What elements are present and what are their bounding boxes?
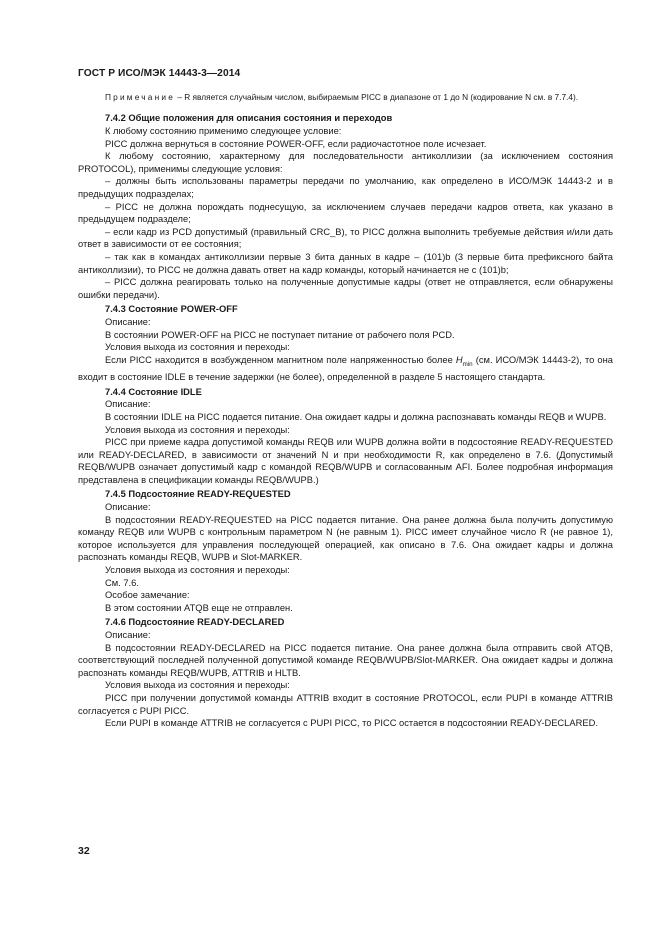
paragraph: Описание: bbox=[105, 316, 151, 327]
paragraph: К любому состоянию применимо следующее условие: bbox=[105, 126, 342, 136]
text-run: (см. ИСО/МЭК 14443-2), то она входит в состояние IDLE в течение задержки (не более), определенной в разделе 5 настоящего стандарта. bbox=[78, 354, 613, 383]
list-item: – так как в командах антиколлизии первые 3 бита данных в кадре – (101)b (3 первые бита префиксного байта антиколлизии), то PICC не должна давать ответ на кадр команды, который начинается не с (101)b; bbox=[78, 251, 613, 275]
paragraph: Описание: bbox=[105, 502, 151, 513]
document-header: ГОСТ Р ИСО/МЭК 14443-3—2014 bbox=[78, 68, 241, 79]
section-heading-7-4-3: 7.4.3 Состояние POWER-OFF bbox=[105, 304, 238, 315]
text-run: Если PICC находится в возбужденном магнитном поле напряженностью более bbox=[105, 354, 456, 365]
paragraph: В состоянии POWER-OFF на PICC не поступает питание от рабочего поля PCD. bbox=[105, 329, 455, 340]
paragraph bbox=[78, 354, 613, 384]
paragraph: В подсостоянии READY-REQUESTED на PICC подается питание. Она ранее должна была получить допустимую команду REQB или WUPB с контрольным параметром N (не равным 1). PICC имеет случайное число R (не равное 1), которое используется для управления последующей операцией, как описано в 7.6. Она ожидает кадры и должна распознать команды REQB, WUPB и Slot-MARKER. bbox=[78, 514, 613, 563]
note-label: Примечание bbox=[105, 92, 176, 102]
paragraph: В состоянии IDLE на PICC подается питание. Она ожидает кадры и должна распознавать команды REQB и WUPB. bbox=[105, 411, 607, 422]
paragraph: Условия выхода из состояния и переходы: bbox=[105, 565, 290, 576]
section-heading-7-4-4: 7.4.4 Состояние IDLE bbox=[105, 386, 202, 397]
paragraph: Условия выхода из состояния и переходы: bbox=[105, 424, 290, 435]
paragraph: Особое замечание: bbox=[105, 590, 190, 601]
page-number: 32 bbox=[78, 845, 90, 857]
paragraph: К любому состоянию, характерному для последовательности антиколлизии (за исключением состояния PROTOCOL), применимы следующие условия: bbox=[78, 151, 613, 174]
paragraph: PICC при приеме кадра допустимой команды REQB или WUPB должна войти в подсостояние READY-REQUESTED или READY-DECLARED, в зависимости от значений N и при необходимости R, как определено в 7.6. (Допустимый REQB/WUPB означает допустимый кадр с командой REQB/WUPB и согласованным AFI. Более подробная информация представлена в спецификации команды REQB/WUPB.) bbox=[78, 437, 613, 485]
section-heading-7-4-6: 7.4.6 Подсостояние READY-DECLARED bbox=[105, 617, 285, 628]
list-item: – PICC должна реагировать только на полученные допустимые кадры (ответ не отправляется, если обнаружены ошибки передачи). bbox=[78, 277, 613, 300]
paragraph: PICC должна вернуться в состояние POWER-OFF, если радиочастотное поле исчезает. bbox=[105, 138, 487, 149]
section-heading-7-4-2: 7.4.2 Общие положения для описания состояния и переходов bbox=[105, 113, 393, 124]
paragraph: Описание: bbox=[105, 630, 151, 641]
paragraph: PICC при получении допустимой команды ATTRIB входит в состояние PROTOCOL, если PUPI в команде ATTRIB согласуется с PUPI PICC. bbox=[78, 692, 613, 716]
paragraph: Условия выхода из состояния и переходы: bbox=[105, 342, 290, 353]
field-symbol: H bbox=[455, 354, 463, 365]
paragraph: Если PUPI в команде ATTRIB не согласуется с PUPI PICC, то PICC остается в подсостоянии READY-DECLARED. bbox=[105, 718, 598, 729]
paragraph: В этом состоянии ATQB еще не отправлен. bbox=[105, 602, 293, 613]
list-item: – если кадр из PCD допустимый (правильный CRC_B), то PICC должна выполнить требуемые действия и/или дать ответ в зависимости от ее состояния; bbox=[78, 226, 613, 250]
note-text: – R является случайным числом, выбираемым PICC в диапазоне от 1 до N (кодирование N см. в 7.7.4). bbox=[175, 92, 579, 102]
paragraph: В подсостоянии READY-DECLARED на PICC подается питание. Она ранее должна была отправить свой ATQB, соответствующий последней полученной допустимой команде REQB/WUPB/Slot-MARKER. Она ожидает кадры и должна распознать команды REQB/WUPB, ATTRIB и HLTB. bbox=[78, 642, 613, 678]
page-content bbox=[78, 92, 613, 730]
paragraph: См. 7.6. bbox=[105, 577, 139, 588]
list-item: – PICC не должна порождать поднесущую, за исключением случаев передачи кадров ответа, как указано в предыдущем подразделе; bbox=[78, 201, 613, 225]
note-paragraph bbox=[78, 92, 613, 103]
list-item: – должны быть использованы параметры передачи по умолчанию, как определено в ИСО/МЭК 14443-2 и в предыдущих подразделах; bbox=[78, 176, 613, 199]
paragraph: Условия выхода из состояния и переходы: bbox=[105, 680, 290, 691]
field-subscript: min bbox=[462, 360, 473, 368]
section-heading-7-4-5: 7.4.5 Подсостояние READY-REQUESTED bbox=[105, 489, 291, 500]
paragraph: Описание: bbox=[105, 399, 151, 410]
